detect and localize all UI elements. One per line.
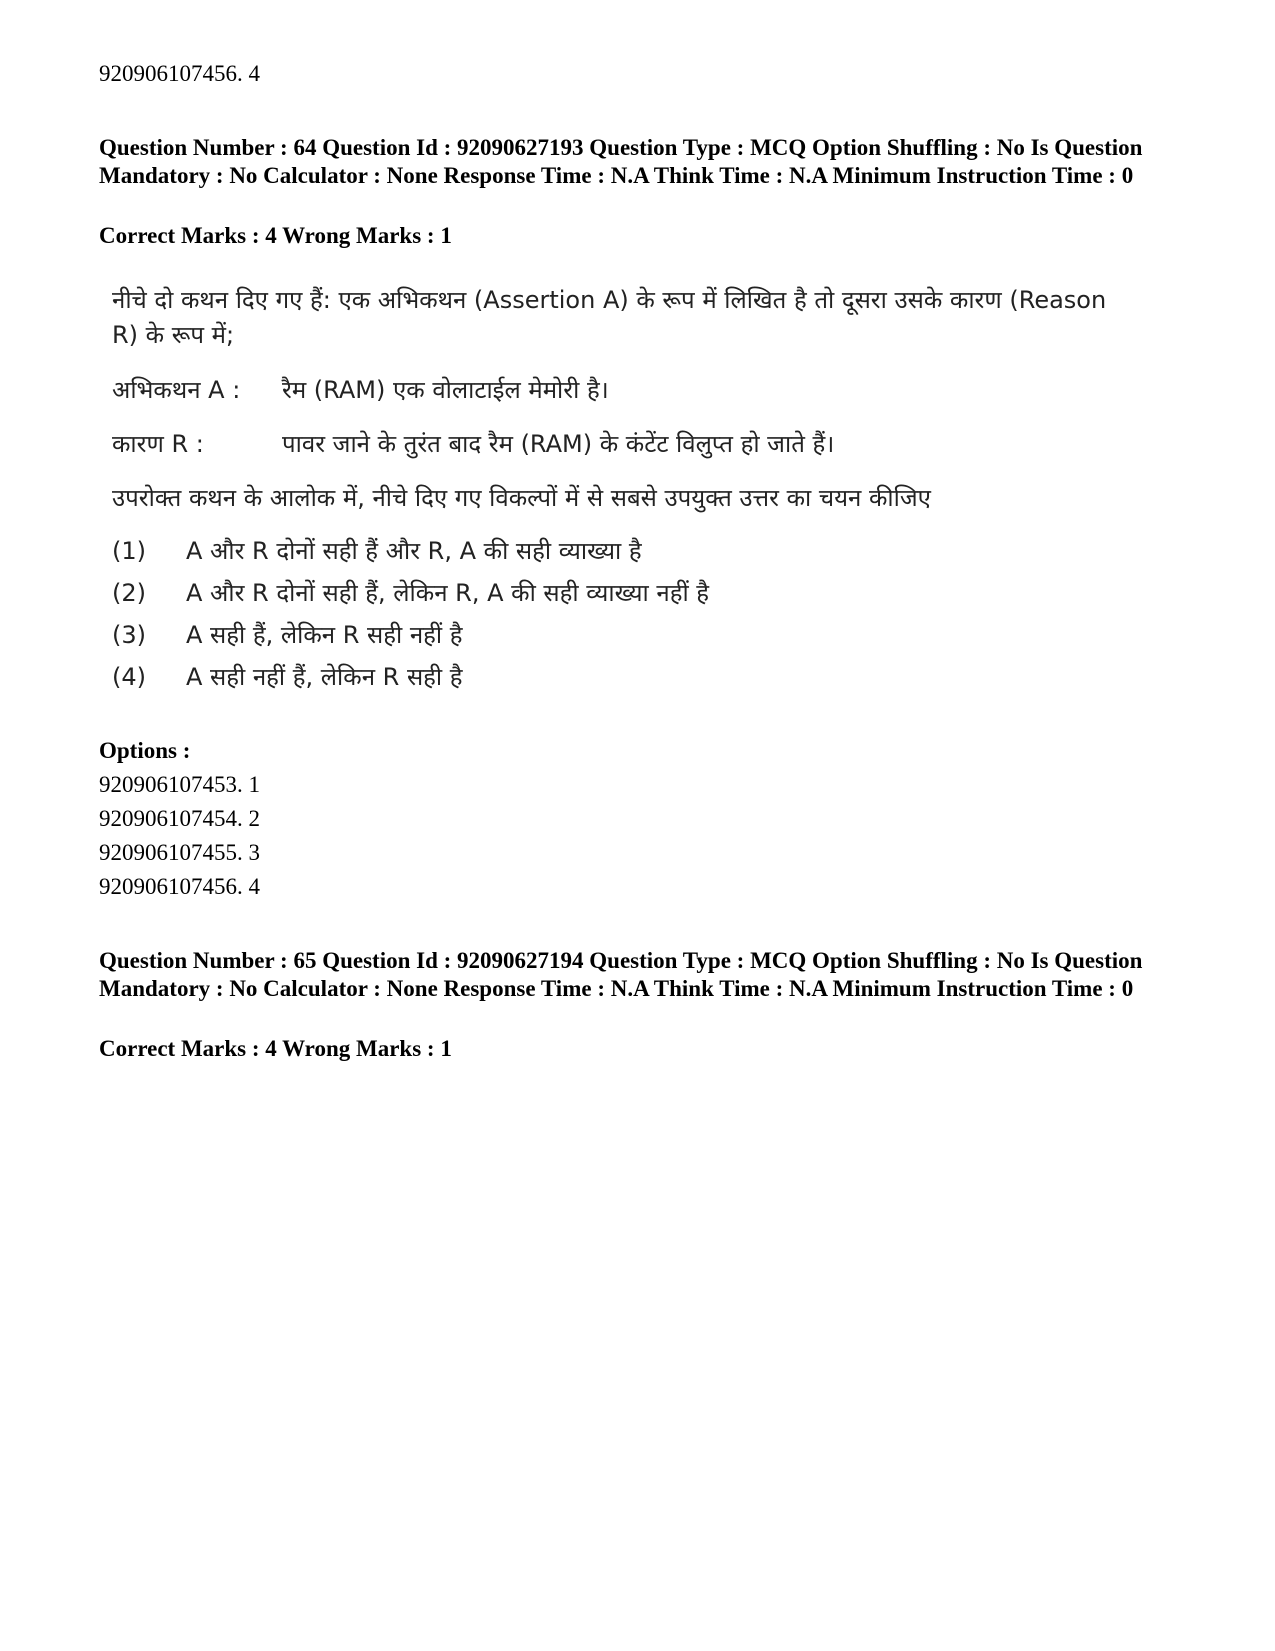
q64-choice-1 (112, 534, 642, 567)
previous-answer-line: 920906107456. 4 (99, 61, 260, 86)
q64-header: Question Number : 64 Question Id : 92090627193 Question Type : MCQ Option Shuffling : No Is Question Mandatory : No Calculator : None Response Time : N.A Think Time : N.A Minimum Instruction Time : 0 (99, 135, 1143, 188)
q64-choice-1-text: A और R दोनों सही हैं और R, A की सही व्याख्या है (186, 537, 642, 565)
q64-assertion-row (112, 373, 609, 406)
q64-intro: नीचे दो कथन दिए गए हैं: एक अभिकथन (Assertion A) के रूप में लिखित है तो दूसरा उसके कारण (Reason R) के रूप में; (112, 286, 1107, 349)
q64-assertion-label: अभिकथन A : (112, 376, 241, 404)
q64-options-label: Options : (99, 738, 191, 763)
q65-header: Question Number : 65 Question Id : 92090627194 Question Type : MCQ Option Shuffling : No Is Question Mandatory : No Calculator : None Response Time : N.A Think Time : N.A Minimum Instruction Time : 0 (99, 948, 1143, 1001)
q64-instruction: उपरोक्त कथन के आलोक में, नीचे दिए गए विकल्पों में से सबसे उपयुक्त उत्तर का चयन कीजिए (112, 484, 931, 512)
q64-option-1: 920906107453. 1 (99, 772, 260, 797)
q64-reason-label: कारण R : (112, 430, 204, 458)
q65-marks: Correct Marks : 4 Wrong Marks : 1 (99, 1036, 452, 1061)
q64-choice-2-text: A और R दोनों सही हैं, लेकिन R, A की सही व्याख्या नहीं है (186, 579, 710, 607)
q64-assertion-text: रैम (RAM) एक वोलाटाईल मेमोरी है। (282, 376, 609, 404)
q64-question-body (112, 283, 1112, 691)
q64-marks: Correct Marks : 4 Wrong Marks : 1 (99, 223, 452, 248)
q64-choice-2 (112, 576, 709, 609)
q64-option-3: 920906107455. 3 (99, 840, 260, 865)
q64-reason-text: पावर जाने के तुरंत बाद रैम (RAM) के कंटेंट विलुप्त हो जाते हैं। (282, 430, 835, 458)
q64-choice-4 (112, 660, 463, 693)
q64-choice-4-text: A सही नहीं हैं, लेकिन R सही है (186, 663, 463, 691)
q64-choice-3 (112, 618, 463, 651)
q64-choice-2-num: (2) (112, 579, 146, 607)
q64-option-4: 920906107456. 4 (99, 874, 260, 899)
q64-reason-row (112, 427, 834, 460)
q64-option-2: 920906107454. 2 (99, 806, 260, 831)
q64-choice-4-num: (4) (112, 663, 146, 691)
q64-choice-3-num: (3) (112, 621, 146, 649)
q64-choice-3-text: A सही हैं, लेकिन R सही नहीं है (186, 621, 463, 649)
q64-choice-1-num: (1) (112, 537, 146, 565)
